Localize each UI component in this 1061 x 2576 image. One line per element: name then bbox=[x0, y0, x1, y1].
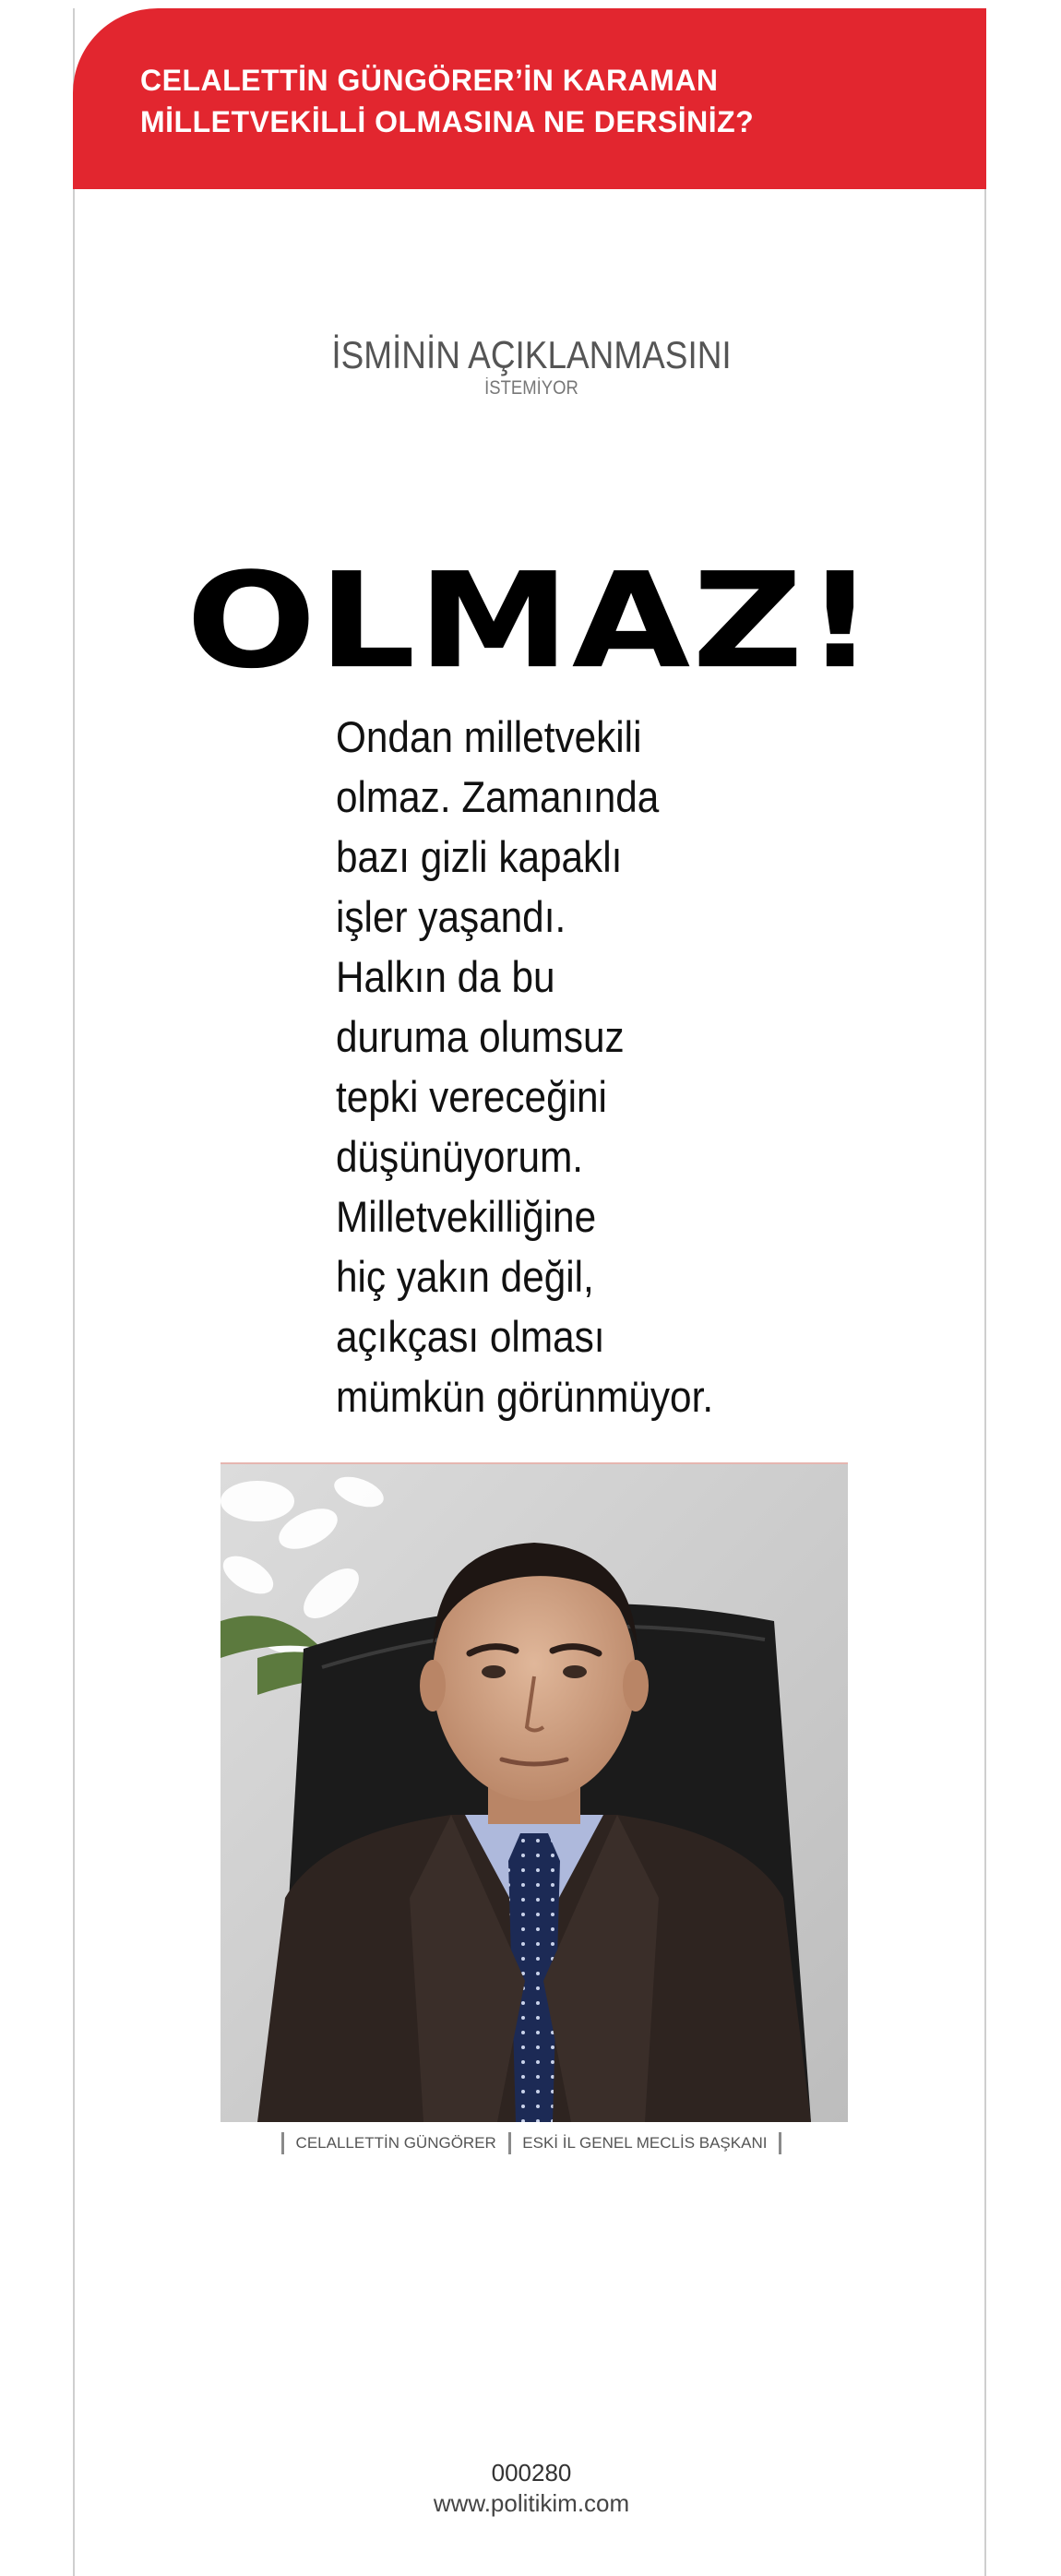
quote-line: işler yaşandı. bbox=[336, 892, 566, 941]
photo-caption bbox=[75, 2132, 988, 2154]
source-sub-text: İSTEMİYOR bbox=[484, 377, 578, 399]
quote-line: duruma olumsuz bbox=[336, 1012, 625, 1061]
verdict-heading: OLMAZ! bbox=[185, 544, 877, 698]
quote-line: Ondan milletvekili bbox=[336, 712, 642, 761]
headline-line-2: MİLLETVEKİLLİ OLMASINA NE DERSİNİZ? bbox=[140, 105, 755, 138]
caption-name: CELALLETTİN GÜNGÖRER bbox=[295, 2134, 496, 2152]
headline-line-1: CELALETTİN GÜNGÖRER’İN KARAMAN bbox=[140, 64, 719, 97]
quote-line: Milletvekilliğine bbox=[336, 1192, 597, 1241]
caption-divider bbox=[281, 2132, 284, 2154]
quote-line: bazı gizli kapaklı bbox=[336, 832, 623, 881]
quote-line: olmaz. Zamanında bbox=[336, 772, 660, 821]
quote-line: Halkın da bu bbox=[336, 952, 555, 1001]
footer-url-link[interactable]: www.politikim.com bbox=[433, 2489, 630, 2517]
source-main-text: İSMİNİN AÇIKLANMASINI bbox=[331, 333, 732, 376]
footer-code: 000280 bbox=[491, 2459, 572, 2487]
footer bbox=[75, 2458, 988, 2519]
quote-line: tepki vereceğini bbox=[336, 1072, 607, 1121]
portrait-photo bbox=[221, 1462, 848, 2122]
caption-divider bbox=[508, 2132, 511, 2154]
caption-role: ESKİ İL GENEL MECLİS BAŞKANI bbox=[522, 2134, 768, 2152]
quote-line: düşünüyorum. bbox=[336, 1132, 584, 1181]
portrait-illustration bbox=[221, 1464, 848, 2122]
article-card bbox=[73, 8, 986, 2576]
caption-divider bbox=[779, 2132, 781, 2154]
quote-line: mümkün görünmüyor. bbox=[336, 1372, 714, 1421]
quote-line: açıkçası olması bbox=[336, 1312, 605, 1361]
quote-line: hiç yakın değil, bbox=[336, 1252, 594, 1301]
source-attribution bbox=[75, 331, 988, 401]
quote-block bbox=[336, 707, 852, 1426]
header-banner bbox=[73, 8, 986, 189]
